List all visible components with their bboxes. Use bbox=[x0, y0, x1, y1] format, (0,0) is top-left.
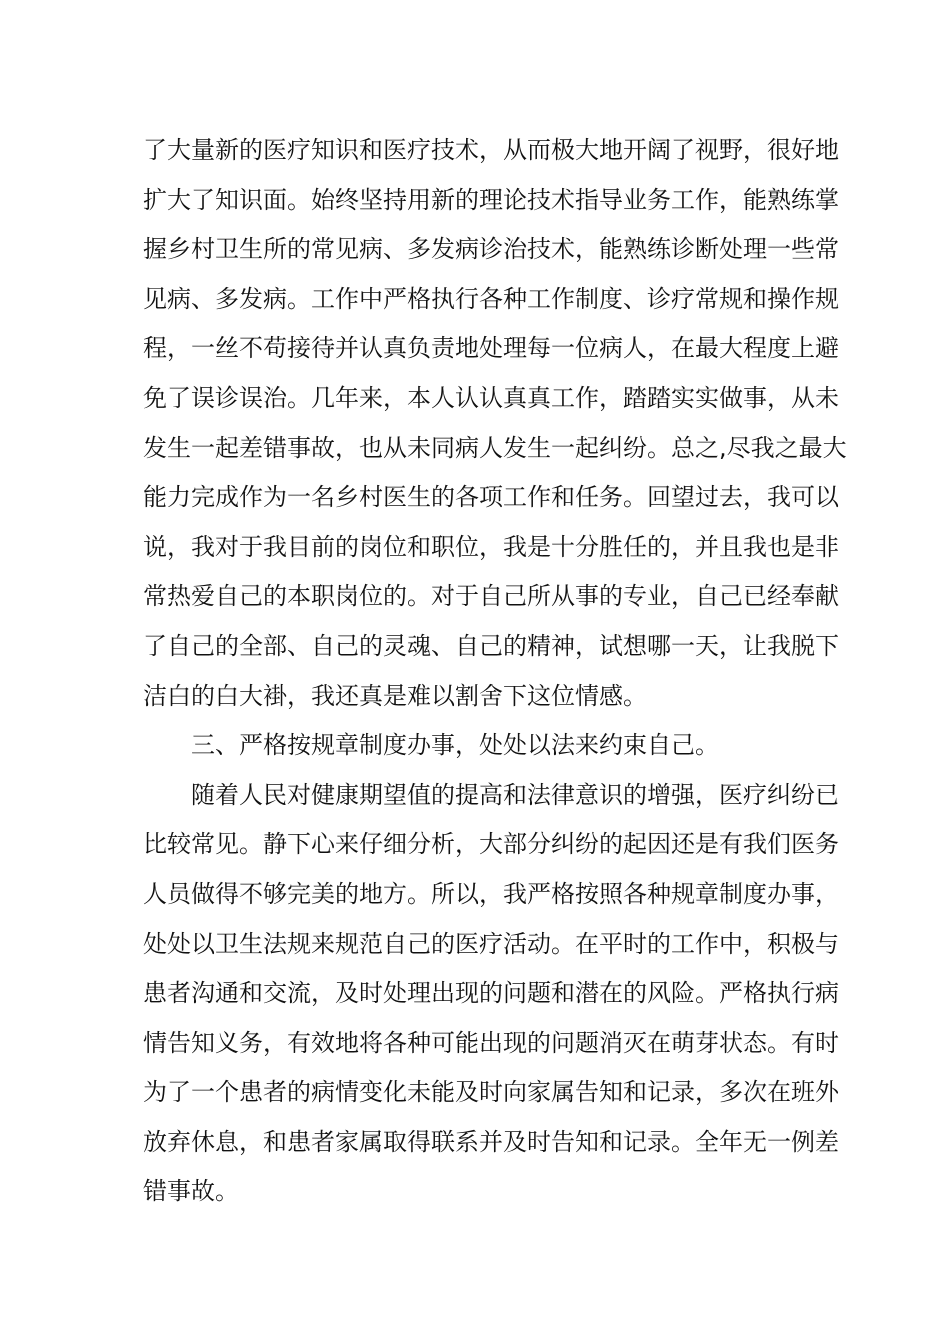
body-text bbox=[143, 126, 847, 1217]
text-line: 能力完成作为一名乡村医生的各项工作和任务。回望过去，我可以 bbox=[143, 483, 839, 512]
section-heading: 三、严格按规章制度办事，处处以法来约束自己。 bbox=[191, 731, 719, 760]
text-line: 洁白的白大褂，我还真是难以割舍下这位情感。 bbox=[143, 681, 647, 710]
text-line: 放弃休息，和患者家属取得联系并及时告知和记录。全年无一例差 bbox=[143, 1127, 839, 1156]
text-line: 说，我对于我目前的岗位和职位，我是十分胜任的，并且我也是非 bbox=[143, 532, 839, 561]
text-line: 为了一个患者的病情变化未能及时向家属告知和记录，多次在班外 bbox=[143, 1078, 839, 1107]
text-line: 见病、多发病。工作中严格执行各种工作制度、诊疗常规和操作规 bbox=[143, 284, 839, 313]
text-line: 了自己的全部、自己的灵魂、自己的精神，试想哪一天，让我脱下 bbox=[143, 631, 839, 660]
text-line: 程，一丝不苟接待并认真负责地处理每一位病人，在最大程度上避 bbox=[143, 334, 839, 363]
text-line: 了大量新的医疗知识和医疗技术，从而极大地开阔了视野，很好地 bbox=[143, 136, 839, 164]
text-line: 比较常见。静下心来仔细分析，大部分纠纷的起因还是有我们医务 bbox=[143, 830, 839, 859]
text-line: 人员做得不够完美的地方。所以，我严格按照各种规章制度办事， bbox=[143, 879, 839, 908]
text-line: 处处以卫生法规来规范自己的医疗活动。在平时的工作中，积极与 bbox=[143, 929, 839, 958]
text-line: 握乡村卫生所的常见病、多发病诊治技术，能熟练诊断处理一些常 bbox=[143, 235, 839, 264]
text-line: 常热爱自己的本职岗位的。对于自己所从事的专业，自己已经奉献 bbox=[143, 582, 839, 611]
text-line: 随着人民对健康期望值的提高和法律意识的增强，医疗纠纷已 bbox=[191, 780, 839, 809]
text-line: 错事故。 bbox=[143, 1177, 239, 1206]
text-line: 发生一起差错事故，也从未同病人发生一起纠纷。总之,尽我之最大 bbox=[143, 433, 847, 462]
text-line: 免了误诊误治。几年来，本人认认真真工作，踏踏实实做事，从未 bbox=[143, 383, 839, 412]
text-line: 患者沟通和交流，及时处理出现的问题和潜在的风险。严格执行病 bbox=[143, 979, 839, 1008]
text-line: 扩大了知识面。始终坚持用新的理论技术指导业务工作，能熟练掌 bbox=[143, 185, 839, 214]
text-line: 情告知义务，有效地将各种可能出现的问题消灭在萌芽状态。有时 bbox=[143, 1028, 839, 1057]
